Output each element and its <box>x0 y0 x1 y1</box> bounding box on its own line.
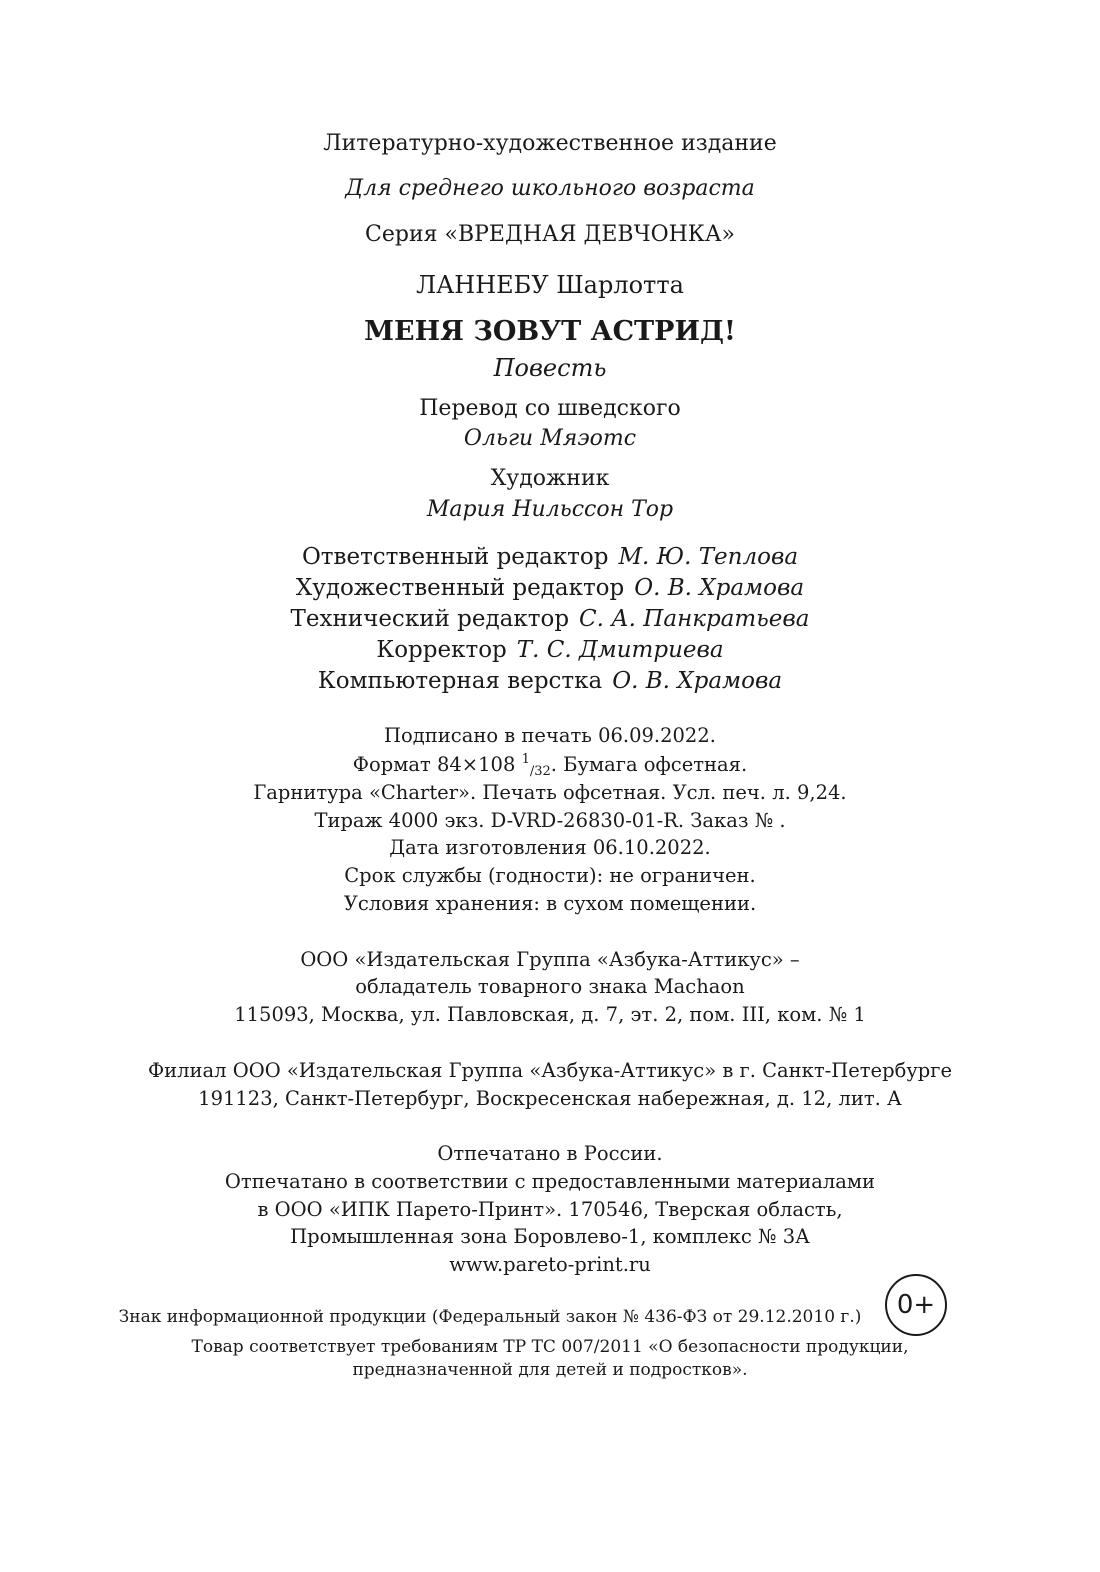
printer-name: в ООО «ИПК Парето-Принт». 170546, Тверская область, <box>257 1198 843 1221</box>
format-fraction: 1/32 <box>521 752 551 779</box>
compliance-line-1: Товар соответствует требованиям ТР ТС 007/2011 «О безопасности продукции, <box>191 1337 909 1357</box>
staff-row <box>0 577 1100 600</box>
staff-role: Технический редактор <box>290 606 570 632</box>
book-title: МЕНЯ ЗОВУТ АСТРИД! <box>364 316 736 347</box>
series: Серия «ВРЕДНАЯ ДЕВЧОНКА» <box>365 222 735 247</box>
staff-name: О. В. Храмова <box>612 668 783 694</box>
staff-role: Художественный редактор <box>295 575 625 601</box>
storage-conditions: Условия хранения: в сухом помещении. <box>343 892 757 915</box>
format-line <box>0 752 1100 779</box>
staff-role: Корректор <box>376 637 507 663</box>
staff-name: О. В. Храмова <box>634 575 805 601</box>
publisher-trademark: обладатель товарного знака Machaon <box>355 975 745 998</box>
typeface-line: Гарнитура «Charter». Печать офсетная. Усл. печ. л. 9,24. <box>253 781 847 804</box>
staff-row <box>0 546 1100 569</box>
branch-name: Филиал ООО «Издательская Группа «Азбука-Аттикус» в г. Санкт-Петербурге <box>147 1059 953 1082</box>
publisher-name: ООО «Издательская Группа «Азбука-Аттикус» – <box>300 948 800 971</box>
printed-in: Отпечатано в России. <box>437 1142 663 1165</box>
format-prefix: Формат 84×108 <box>352 753 516 776</box>
translator: Ольги Мяэотс <box>463 426 637 451</box>
edition-type: Литературно-художественное издание <box>323 131 777 156</box>
info-sign-note: Знак информационной продукции (Федеральный закон № 436-ФЗ от 29.12.2010 г.) <box>118 1307 862 1327</box>
publisher-address: 115093, Москва, ул. Павловская, д. 7, эт. 2, пом. III, ком. № 1 <box>234 1003 866 1026</box>
author: ЛАННЕБУ Шарлотта <box>416 271 684 299</box>
staff-name: С. А. Панкратьева <box>579 606 810 632</box>
age-rating-badge: 0+ <box>885 1274 947 1336</box>
audience: Для среднего школьного возраста <box>345 176 755 201</box>
artist: Мария Нильссон Тор <box>426 497 674 522</box>
staff-role: Ответственный редактор <box>301 544 609 570</box>
printer-website: www.pareto-print.ru <box>449 1253 651 1276</box>
staff-row <box>0 608 1100 631</box>
staff-row <box>0 670 1100 693</box>
staff-name: М. Ю. Теплова <box>618 544 799 570</box>
genre: Повесть <box>493 354 607 382</box>
manufactured-date: Дата изготовления 06.10.2022. <box>389 836 711 859</box>
signed-date: Подписано в печать 06.09.2022. <box>384 724 716 747</box>
format-suffix: . Бумага офсетная. <box>550 753 748 776</box>
run-line: Тираж 4000 экз. D-VRD-26830-01-R. Заказ № . <box>314 809 786 832</box>
branch-address: 191123, Санкт-Петербург, Воскресенская набережная, д. 12, лит. А <box>198 1087 902 1110</box>
printer-address: Промышленная зона Боровлево-1, комплекс № 3А <box>290 1225 810 1248</box>
staff-role: Компьютерная верстка <box>317 668 603 694</box>
compliance-line-2: предназначенной для детей и подростков». <box>352 1360 748 1380</box>
staff-row <box>0 639 1100 662</box>
shelf-life: Срок службы (годности): не ограничен. <box>344 864 756 887</box>
artist-label: Художник <box>490 466 610 491</box>
printer-note: Отпечатано в соответствии с предоставленными материалами <box>224 1170 876 1193</box>
translation-label: Перевод со шведского <box>419 396 681 421</box>
staff-name: Т. С. Дмитриева <box>516 637 724 663</box>
